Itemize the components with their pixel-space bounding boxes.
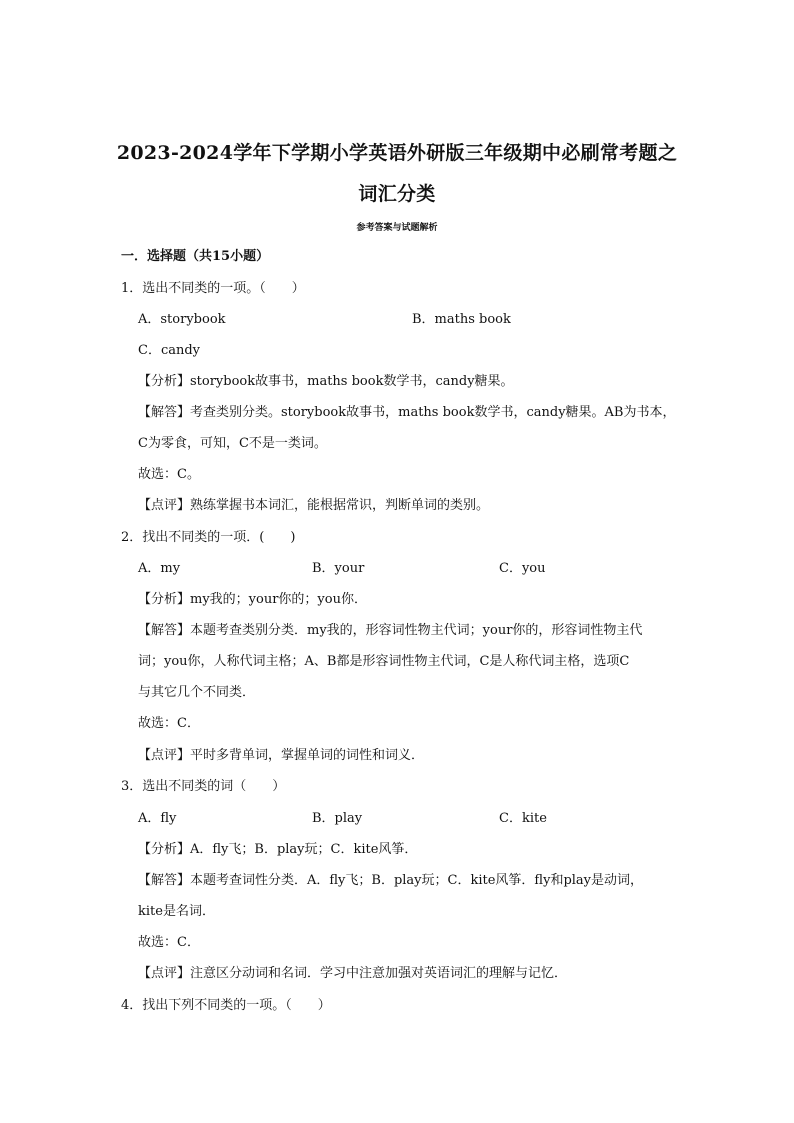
section-heading: 一．选择题（共15小题） <box>121 249 270 264</box>
question-1-stem: 1．选出不同类的一项。（ ） <box>121 281 305 296</box>
question-2-option-c: C．you <box>499 561 546 576</box>
question-3-answer-line: kite是名词． <box>138 904 215 919</box>
question-2-choice: 故选：C． <box>138 716 200 731</box>
question-1-answer-line: 【解答】考查类别分类。storybook故事书，maths book数学书，candy糖果。AB为书本， <box>138 405 676 420</box>
question-2-answer-line: 【解答】本题考查类别分类．my我的，形容词性物主代词；your你的，形容词性物主代 <box>138 623 643 638</box>
question-3-answer-line: 【解答】本题考查词性分类．A．fly飞；B．play玩；C．kite风筝．fly和play是动词， <box>138 873 644 888</box>
question-1-comment: 【点评】熟练掌握书本词汇，能根据常识，判断单词的类别。 <box>138 498 490 513</box>
document-subtitle: 参考答案与试题解析 <box>356 223 438 233</box>
question-1-analysis: 【分析】storybook故事书，maths book数学书，candy糖果。 <box>138 374 514 389</box>
question-4-stem: 4．找出下列不同类的一项。（ ） <box>121 998 331 1013</box>
question-2-option-b: B．your <box>312 561 365 576</box>
question-1-choice: 故选：C。 <box>138 467 200 482</box>
question-1-answer-line: C为零食，可知，C不是一类词。 <box>138 436 327 451</box>
question-3-analysis: 【分析】A．fly飞；B．play玩；C．kite风筝． <box>138 842 418 857</box>
question-2-answer-line: 与其它几个不同类． <box>138 685 256 700</box>
question-3-option-c: C．kite <box>499 811 547 826</box>
question-3-stem: 3．选出不同类的词（ ） <box>121 779 286 794</box>
question-2-analysis: 【分析】my我的；your你的；you你． <box>138 592 367 607</box>
question-3-option-a: A．fly <box>138 811 177 826</box>
document-title-line1: 2023-2024学年下学期小学英语外研版三年级期中必刷常考题之 <box>116 142 678 164</box>
document-title-line2: 词汇分类 <box>358 183 436 205</box>
question-2-option-a: A．my <box>138 561 181 576</box>
question-3-choice: 故选：C． <box>138 935 200 950</box>
question-1-option-b: B．maths book <box>412 312 511 327</box>
question-2-answer-line: 词；you你，人称代词主格；A、B都是形容词性物主代词，C是人称代词主格，选项C <box>138 654 630 669</box>
question-3-comment: 【点评】注意区分动词和名词．学习中注意加强对英语词汇的理解与记忆． <box>138 966 568 981</box>
question-1-option-a: A．storybook <box>138 312 226 327</box>
question-1-option-c: C．candy <box>138 343 201 358</box>
question-2-comment: 【点评】平时多背单词，掌握单词的词性和词义． <box>138 748 425 763</box>
question-2-stem: 2．找出不同类的一项．( ) <box>121 530 296 545</box>
question-3-option-b: B．play <box>312 811 363 826</box>
